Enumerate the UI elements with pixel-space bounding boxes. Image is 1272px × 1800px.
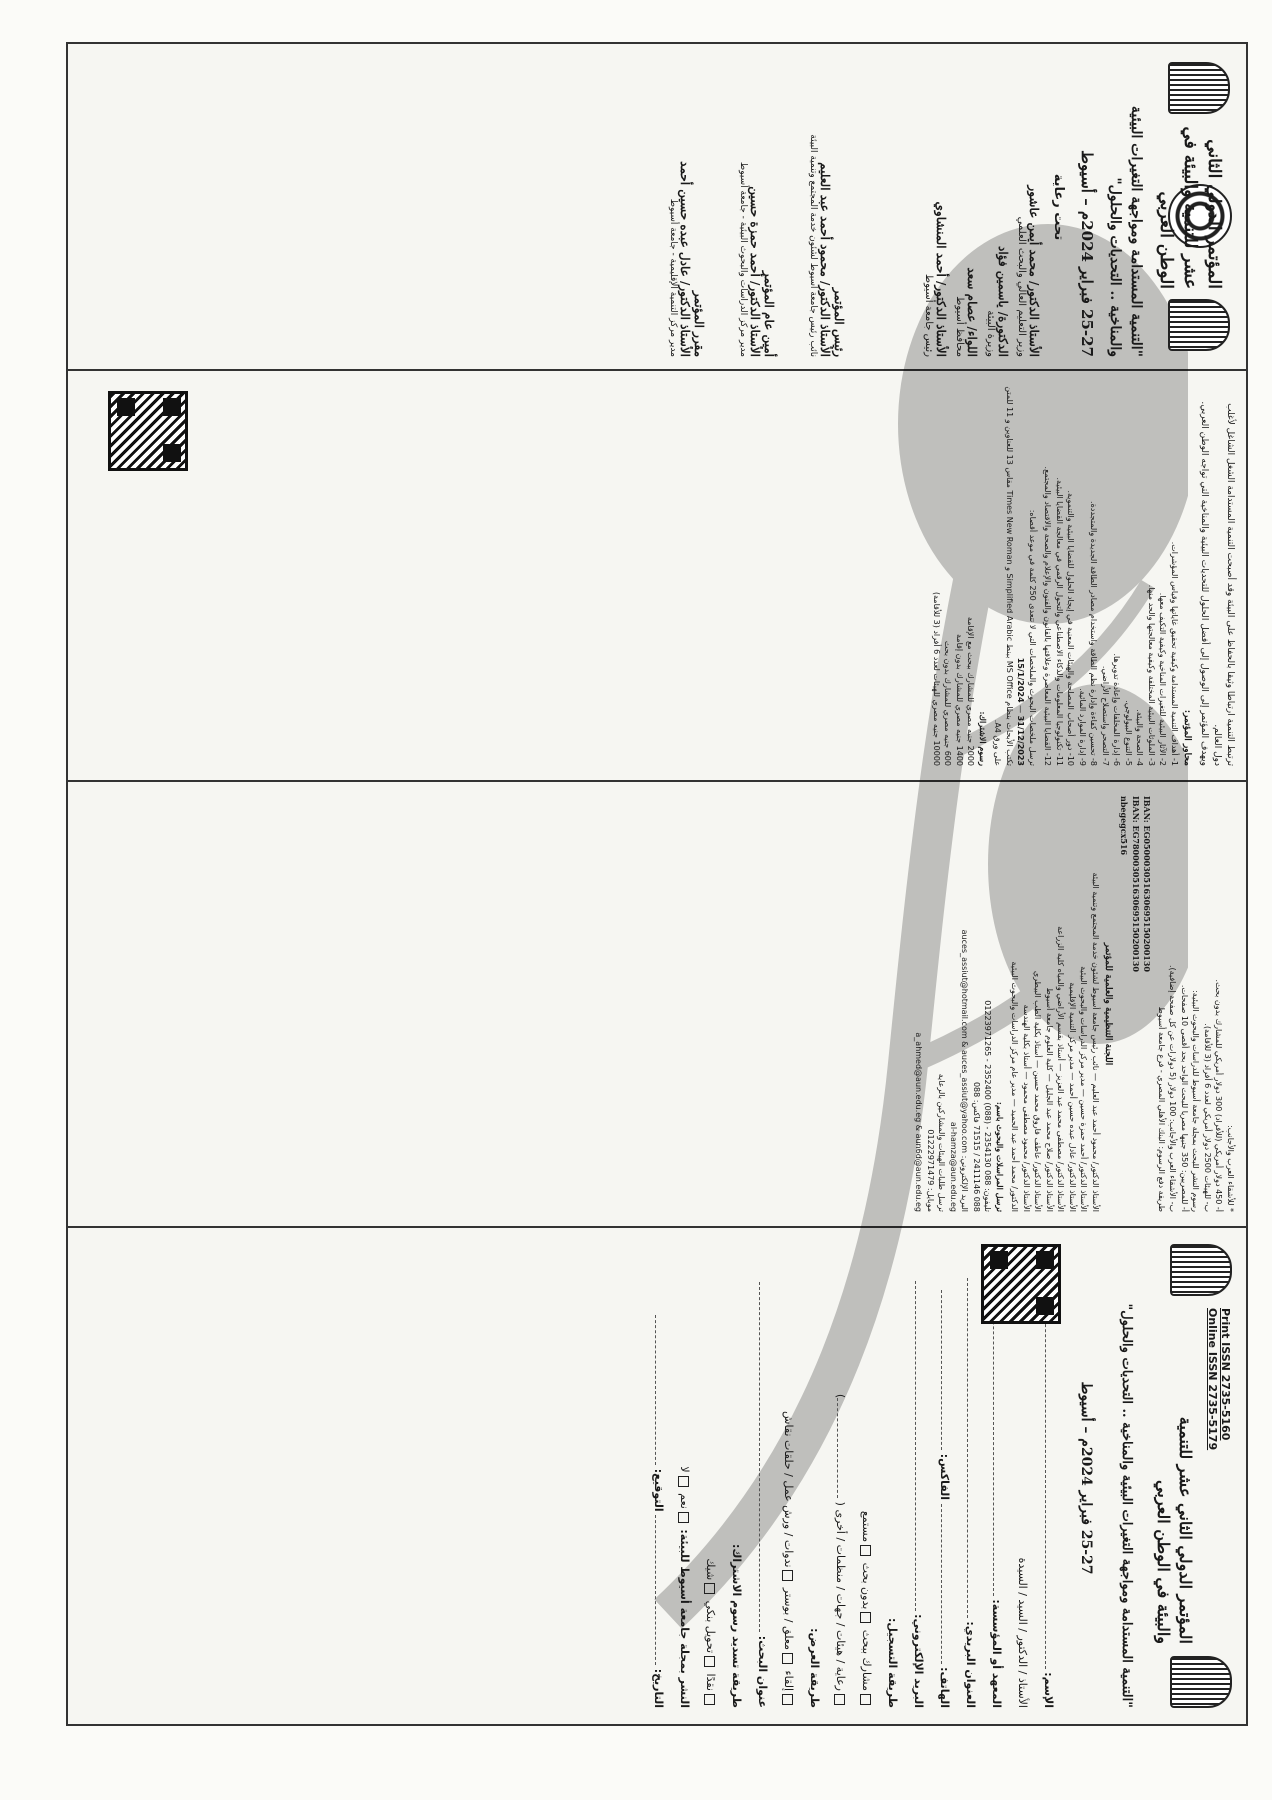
fee-options: نقدًا تحويل بنكي شيك [697,1248,723,1708]
issn-print: Print ISSN 2735-5160 [1219,1308,1232,1441]
patronage-heading: تحت رعاية [1051,173,1066,241]
patron-item: الأستاذ الدكتور/ أحمد المنشاوي رئيس جامعة أسيوط [923,201,948,357]
registration-method-row: طريقة التسجيل: [886,1618,899,1708]
fax-field[interactable] [941,1290,942,1450]
swift-code: nbegegcx516 [1119,796,1130,856]
paper-title-field[interactable] [759,1282,760,1632]
cover-theme: "التنمية المستدامة ومواجهة التغيرات البيئية والمناخية .. التحديات والحلول" [1107,105,1144,357]
axis-item: 3- الملوثات البيئية المختلفة وكيفية معالجتها والحد منها. [1147,584,1156,766]
checkbox-bank-transfer[interactable] [705,1656,716,1667]
contact-lines: تليفون: 088 2354130 - (088) 2352400 - 01223971265 088 2411146 / 71515 فاكس: 088 البريد الإلكتروني: auces_assiut@hotmail.com & auces_assiut@yahoo.com al-hamza@aun.edu.eg ترسل طلبات الهيئات والمشاركين بالرعاية موبايل: 01222971479 a_ahmed@aun.edu.eg & aun6d@aun.edu.eg [913,802,994,1212]
fee-line: 1400 جنيه مصري للمشارك بدون إقامة [955,634,964,766]
auces-logo-icon [1170,1244,1232,1296]
fee-line: 2000 جنيه مصري للمشارك ببحث مع الإقامة [966,616,976,766]
fees-block: رسوم الاشتراك: 2000 جنيه مصري للمشارك ببحث مع الإقامة 1400 جنيه مصري للمشارك بدون إقامة 600 جنيه مصري للمشارك بدون بحث 10000 جنيه مصري للهيئات لعدد 6 أفراد (3 للأقامة) [931,476,989,766]
deadline-abstracts: 31/12/2023 [1016,715,1026,766]
address-row: العنوان البريدي: [957,1248,983,1708]
date-field[interactable] [655,1515,656,1665]
cover-panel [68,44,1246,369]
committee-panel [68,782,1246,1226]
axis-item: 5- التنوع البيولوجي. [1124,700,1133,766]
name-row: الإسم: [1035,1248,1061,1708]
issn-block [1206,1308,1232,1450]
university-logo-icon [1170,1656,1232,1708]
email-row: البريد الإلكتروني: [905,1248,931,1708]
axis-item: 6- إدارة المخلفات وإعادة تدويرها. [1112,653,1122,766]
paper-title-row: عنوان البحث: [749,1248,775,1708]
phone-field[interactable] [941,1504,942,1664]
committee-heading: اللجنة التنظيمية والعلمية للمؤتمر [1103,942,1113,1066]
checkbox-no-paper[interactable] [861,1612,872,1623]
email-line[interactable]: البريد الإلكتروني: auces_assiut@hotmail.com & auces_assiut@yahoo.com [960,929,970,1212]
checkbox-poster[interactable] [783,1653,794,1664]
checkbox-cheque[interactable] [705,1583,716,1594]
presentation-options: إلقاء معلق / بوستر ندوات / ورش عمل / حلقات نقاش [775,1248,801,1708]
qr-code-icon[interactable] [108,391,188,471]
axis-item: 2- الآثار البيئية للتغيرات المناخية وكيفية التكيف معها. [1158,592,1168,766]
axis-item: 7- التصحر واستصلاح الأراضي. [1101,665,1110,766]
axes-list [1042,386,1180,766]
cover-conference-title: المؤتمر الدولي الثاني عشر للتنمية والبيئة في الوطن العربي [1156,126,1224,289]
bank-accounts [1118,796,1153,1212]
rapporteur-block: مقرر المؤتمر الأستاذ الدكتور/ عادل عبده حسين أحمد مدير مركز التنمية الإقليمية - جامعة أسيوط [668,161,706,357]
correspondence-heading: ترسل المراسلات والبحوث باسم: [995,1101,1005,1212]
format-text: تكتب الأبحاث بنظام MS Office ببنط Simplified Arabic و Times New Roman مقاس 13 للعناوين و 11 للمتن على ورق A4. [993,386,1014,766]
cover-date: 25-27 فبراير 2024م – أسيوط [1078,150,1096,357]
chair-block: رئيس المؤتمر الأستاذ الدكتور/ محمود أحمد عبد العليم نائب رئيس جامعة أسيوط لشئون خدمة المجتمع وتنمية البيئة [808,134,846,357]
committee-member: الأستاذ الدكتور/ مصطفى محمد عبد العزيز — أستاذ بقسم الأراضي والمياه كلية الزراعة [1056,926,1066,1212]
title-options[interactable]: الأستاذ / الدكتور / السيد / السيدة [1016,1557,1029,1708]
date-signature-row: التاريخ: التوقيع: [645,1248,671,1708]
email-line[interactable]: a_ahmed@aun.edu.eg & aun6d@aun.edu.eg [914,1032,924,1212]
axis-item: 10- دور أصحاب المصلحة والهيئات المعنية في إيجاد الحلول للقضايا البيئية والتنموية. [1066,490,1076,766]
brochure-sheet [66,42,1248,1726]
sponsorship-option: رعاية / هيئات / جهات / منظمات / أخرى ( ) [827,1248,853,1708]
signature-field[interactable] [655,1315,656,1465]
axis-item: 9- إدارة الموارد المائية. [1078,688,1087,766]
patron-item: اللواء/ عصام سعد محافظ أسيوط [954,267,979,357]
form-conference-title: المؤتمر الدولي الثاني عشر للتنمية والبيئة في الوطن العربي [1154,1416,1195,1644]
patrons-list [917,57,1041,357]
deadlines-block: ترسل ملخصات البحوث والملخصات التي لا تتعدى 250 كلمة في موعد أقصاه: 31/12/2023 — 15/1/2024 تكتب الأبحاث بنظام MS Office ببنط Simplified Arabic و Times New Roman مقاس 13 للعناوين و 11 للمتن على ورق A4. [993,386,1037,766]
registration-panel [68,1228,1246,1724]
checkbox-workshop[interactable] [783,1570,794,1581]
institute-row: المعهد أو المؤسسة: [983,1248,1009,1708]
committee-member: الأستاذ الدكتور/ محمود مصطفى محمود — أستاذ بكلية الهندسة [1022,1004,1031,1212]
email-field[interactable] [915,1281,916,1611]
secretary-block: أمين عام المؤتمر الأستاذ الدكتور/ أحمد حمزة حسين مدير مركز الدراسات والبحوث البيئية - جامعة أسيوط [738,161,776,357]
axis-item: 11- تكنولوجيا المعلومات والذكاء الاصطناعي والتحول الرقمي في معالجة القضايا البيئية. [1055,477,1064,766]
objectives-panel [68,371,1246,780]
axis-item: 4- الصحة والبيئة. [1135,709,1145,766]
committee-member: الدكتور/ محمد أحمد عبد الحميد — مدير عام مركز الدراسات والبحوث البيئية [1010,961,1020,1212]
patron-item: الدكتورة/ ياسمين فؤاد وزيرة البيئة [985,246,1010,357]
checkbox-sponsorship[interactable] [835,1694,846,1705]
committee-member: الأستاذ الدكتور/ عاطف فاروق محمد حسين — أستاذ بكلية الطب البيطري [1033,970,1043,1212]
checkbox-publish-no[interactable] [679,1476,690,1487]
committee-list [1009,802,1101,1212]
deadline-papers: 15/1/2024 [1016,657,1026,703]
name-field[interactable] [1045,1289,1046,1669]
iban-usd: IBAN: EG780003051630695150200130 [1131,796,1141,972]
patron-item: الأستاذ الدكتور/ محمد أيمن عاشور وزير التعليم العالي والبحث العلمي [1016,185,1041,357]
phone-line: تليفون: 088 2354130 - (088) 2352400 - 01223971265 [983,1000,993,1212]
mobile-line: موبايل: 01222971479 [926,1129,935,1212]
fees-method-row: طريقة تسديد رسوم الاشتراك: [730,1543,743,1708]
checkbox-cash[interactable] [705,1694,716,1705]
iban-egp: IBAN: EG050003051630695150200130 [1142,796,1153,972]
form-date: 25-27 فبراير 2024م – أسيوط [1078,1381,1094,1575]
committee-member: الأستاذ الدكتور/ صلاح محمد عبد الجليل — كلية العلوم جامعة أسيوط [1045,987,1054,1212]
publish-row: النشر بمجلة جامعة أسيوط للبيئة: نعم لا [678,1466,691,1708]
checkbox-paper[interactable] [861,1694,872,1705]
form-theme: "التنمية المستدامة ومواجهة التغيرات البيئية والمناخية .. التحديات والحلول" [1119,1303,1134,1708]
axis-item: 8- تحسين كفاءة وإدارة نظم الطاقة واستخدام مصادر الطاقة الجديدة والمتجددة. [1089,501,1099,766]
presentation-row: طريقة العرض: [808,1628,821,1708]
checkbox-listener[interactable] [861,1545,872,1556]
email-line[interactable]: al-hamza@aun.edu.eg [949,1121,958,1212]
committee-member: الأستاذ الدكتور/ محمود أحمد عبد العليم — نائب رئيس جامعة أسيوط لشئون خدمة المجتمع وتنمية البيئة [1091,872,1100,1212]
committee-member: الأستاذ الدكتور/ أحمد حمزة حسين — مدير مركز الدراسات والبحوث البيئية [1079,966,1089,1212]
axis-item: 12- القضايا البيئية المعاصرة وعلاقتها بالقانون والفنون والإعلام والصحة والاقتصاد والمجتمع. [1043,466,1053,766]
axis-item: 1- أهداف التنمية المستدامة وكيفية تحقيق غاياتها وقياس المؤشرات. [1170,541,1179,766]
auces-logo-icon [1168,62,1230,114]
axes-heading: محاور المؤتمر: [1182,709,1192,766]
university-logo-icon [1168,299,1230,351]
objectives-text: ترتبط التنمية ارتباطا وثيقا بالحفاظ على البيئة وقد أصبحت التنمية المستدامة الشغل الشاغل لأغلب دول العالم. ويهدف المؤتمر إلى الوصول إلى أفضل الحلول للتحديات البيئية والمناخية التي تواجه الوطن العربي. [1199,401,1235,766]
fee-line: 10000 جنيه مصري للهيئات لعدد 6 أفراد (3 للأقامة) [932,591,941,766]
registration-options: مشارك ببحث بدون بحث مستمع [853,1248,879,1708]
phone-fax-row: الهاتف: الفاكس: [931,1248,957,1708]
committee-member: الأستاذ الدكتور/ عادل عبده حسين أحمد — مدير مركز التنمية الإقليمية [1068,982,1077,1212]
fax-line: 088 2411146 / 71515 فاكس: 088 [972,1081,981,1212]
sponsorship-field[interactable] [837,1398,838,1498]
fees-text: * للأشقاء العرب والأجانب: أ- 450 دولار أمريكي (للأفراد) 300 دولار أمريكي للمشارك بدون بحث. ب- للهيئات 2500 دولار أمريكي لعدد 6 أفراد (3 للأقامة). رسوم النشر للبحث بمجلة جامعة أسيوط للدراسات والبحوث البيئية: أ- للمصريين: 350 جنيها مصريا للبحث الواحد بحد أقصى 10 صفحات. ب- الأشقاء العرب والأجانب: 100 دولار (5 دولارات عن كل صفحة إضافية). طريقة دفع الرسوم: البنك الأهلي المصري - فرع جامعة أسيوط [1157,964,1235,1212]
address-field[interactable] [967,1278,968,1618]
fee-line: 600 جنيه مصري للمشارك بدون بحث [943,640,953,766]
issn-online: Online ISSN 2735-5179 [1206,1308,1219,1451]
checkbox-publish-yes[interactable] [679,1512,690,1523]
qr-code-icon[interactable] [981,1244,1061,1324]
checkbox-oral[interactable] [783,1694,794,1705]
